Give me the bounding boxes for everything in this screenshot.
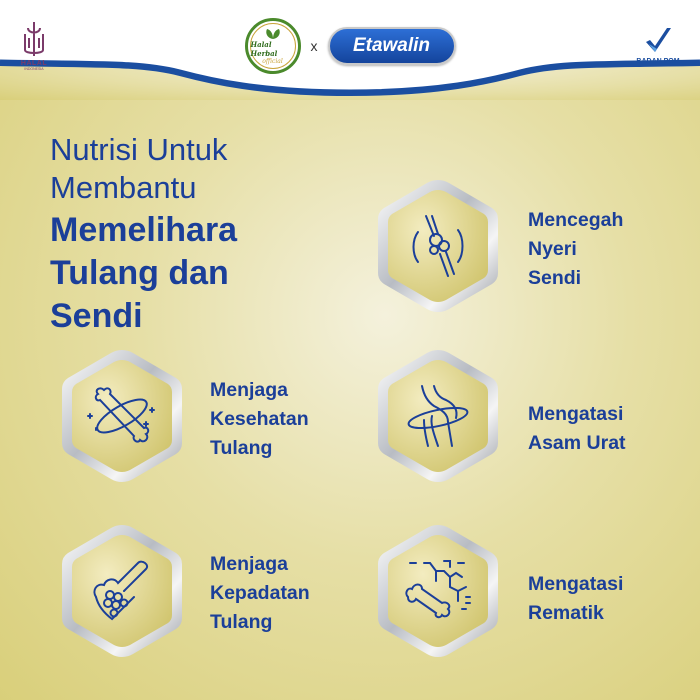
headline-line3: Memelihara (50, 211, 238, 249)
benefit-5-line1: Mengatasi (528, 573, 624, 595)
benefit-1-line2: Nyeri (528, 238, 577, 260)
halal-indonesia-logo-icon (19, 20, 49, 58)
headline-line1: Nutrisi Untuk (50, 132, 228, 167)
halal-logo (16, 20, 52, 76)
benefit-3-line1: Mengatasi (528, 403, 624, 425)
bpom-text: BADAN POM (636, 58, 680, 65)
halal-herbal-logo (245, 18, 301, 74)
benefit-hex-5 (370, 521, 506, 661)
brand-row (230, 18, 470, 74)
halal-subtext: INDONESIA (24, 67, 44, 71)
benefit-5-line2: Rematik (528, 602, 604, 624)
benefit-2-line1: Menjaga (210, 379, 289, 401)
bone-icon (86, 384, 158, 448)
benefit-1-line3: Sendi (528, 267, 582, 289)
brand-separator: x (310, 38, 318, 54)
benefit-label-4 (210, 550, 310, 637)
benefit-hex-1 (370, 176, 506, 316)
benefit-label-3 (528, 400, 626, 458)
benefit-4-line1: Menjaga (210, 553, 289, 575)
bone-density-icon (88, 557, 156, 625)
bpom-check-logo-icon (643, 26, 673, 56)
herbal-brand-line1: Halal Herbal (250, 39, 278, 58)
benefit-2-line3: Tulang (210, 437, 273, 459)
knee-joint-icon (408, 212, 468, 280)
headline-line5: Sendi (50, 297, 143, 335)
benefit-3-line2: Asam Urat (528, 432, 626, 454)
benefit-hex-4 (54, 521, 190, 661)
etawalin-logo: Etawalin (328, 27, 456, 65)
headline-line4: Tulang dan (50, 254, 229, 292)
bpom-logo (630, 26, 686, 70)
headline (50, 131, 350, 338)
benefit-label-5 (528, 570, 623, 628)
leaf-logo-icon (264, 28, 282, 40)
benefit-2-line2: Kesehatan (210, 408, 309, 430)
bone-nerve-icon (400, 557, 476, 625)
benefit-hex-3 (370, 346, 506, 486)
benefit-4-line3: Tulang (210, 611, 273, 633)
herbal-brand-line2: official (262, 57, 283, 65)
benefit-label-1 (528, 206, 623, 293)
benefit-1-line1: Mencegah (528, 209, 624, 231)
benefit-4-line2: Kepadatan (210, 582, 310, 604)
benefit-hex-2 (54, 346, 190, 486)
benefit-label-2 (210, 376, 309, 463)
halal-text: HALAL (20, 60, 48, 67)
knee-swirl-icon (404, 382, 472, 450)
headline-line2: Membantu (50, 170, 197, 205)
